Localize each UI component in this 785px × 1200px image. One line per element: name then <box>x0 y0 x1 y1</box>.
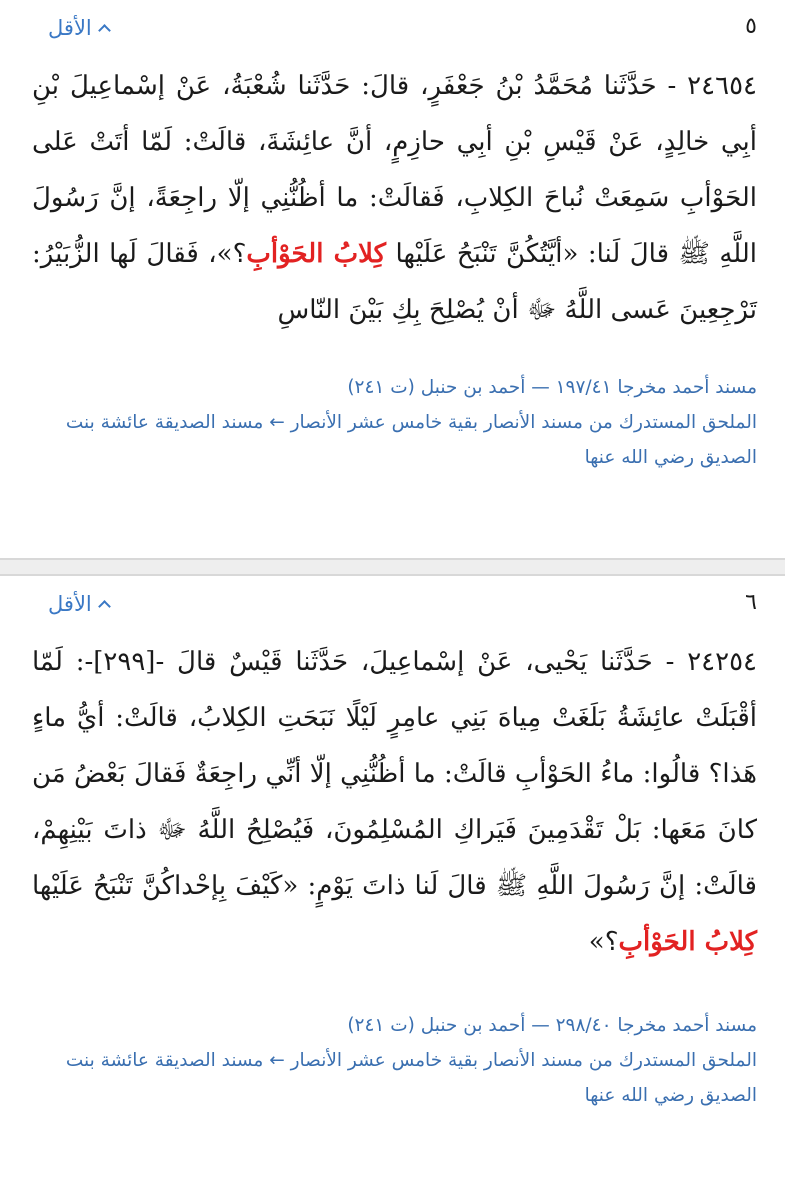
hadith-text-after: ؟»، فَقالَ لَها الزُّبَيْرُ: تَرْجِعِينَ عَسى اللَّهُ ﷻ أنْ يُصْلِحَ بِكِ بَيْنَ النّاسِ <box>32 239 757 325</box>
show-less-button[interactable] <box>48 592 109 616</box>
chevron-up-icon <box>98 600 111 613</box>
source-book-link[interactable]: مسند أحمد مخرجا ٢٩٨/٤٠ — أحمد بن حنبل (ت ٢٤١) <box>347 1015 757 1036</box>
result-number: ٦ <box>745 590 757 615</box>
hadith-highlight: كِلابُ الحَوْأبِ <box>618 927 757 957</box>
source-chapter-link[interactable]: الملحق المستدرك من مسند الأنصار بقية خامس عشر الأنصار ← مسند الصديقة عائشة بنت الصديق رضي الله عنها <box>65 412 757 468</box>
source-reference <box>32 1008 757 1113</box>
card-divider <box>0 558 785 560</box>
show-less-label: الأقل <box>48 592 92 616</box>
hadith-highlight: كِلابُ الحَوْأبِ <box>246 239 387 269</box>
result-number: ٥ <box>745 14 757 39</box>
hadith-text-before: ٢٤٢٥٤ - حَدَّثَنا يَحْيى، عَنْ إسْماعِيلَ، حَدَّثَنا قَيْسٌ قالَ -[٢٩٩]-: لَمّا أقْبَلَتْ عائِشَةُ بَلَغَتْ مِياهَ بَنِي عامِرٍ لَيْلًا نَبَحَتِ الكِلابُ، قالَتْ: أيُّ ماءٍ هَذا؟ قالُوا: ماءُ الحَوْأبِ قالَتْ: ما أظُنُّنِي إلّا أنِّي راجِعَةٌ فَقالَ بَعْضُ مَن كانَ مَعَها: بَلْ تَقْدَمِينَ فَيَراكِ المُسْلِمُونَ، فَيُصْلِحُ اللَّهُ ﷻ ذاتَ بَيْنِهِمْ، قالَتْ: إنَّ رَسُولَ اللَّهِ ﷺ قالَ لَنا ذاتَ يَوْمٍ: «كَيْفَ بِإحْداكُنَّ تَنْبَحُ عَلَيْها <box>32 647 758 901</box>
show-less-button[interactable] <box>48 16 109 40</box>
source-reference <box>32 370 757 475</box>
hadith-text <box>32 634 757 970</box>
hadith-text-after: ؟» <box>588 927 619 957</box>
card-header <box>32 576 757 634</box>
hadith-card-5 <box>0 0 785 558</box>
source-chapter-link[interactable]: الملحق المستدرك من مسند الأنصار بقية خامس عشر الأنصار ← مسند الصديقة عائشة بنت الصديق رضي الله عنها <box>65 1050 757 1106</box>
source-book-link[interactable]: مسند أحمد مخرجا ١٩٧/٤١ — أحمد بن حنبل (ت ٢٤١) <box>347 377 757 398</box>
hadith-card-6 <box>0 576 785 1200</box>
card-header <box>32 0 757 58</box>
chevron-up-icon <box>98 24 111 37</box>
hadith-text-before: ٢٤٦٥٤ - حَدَّثَنا مُحَمَّدُ بْنُ جَعْفَرٍ، قالَ: حَدَّثَنا شُعْبَةُ، عَنْ إسْماعِيلَ بْنِ أبِي خالِدٍ، عَنْ قَيْسِ بْنِ أبِي حازِمٍ، أنَّ عائِشَةَ، قالَتْ: لَمّا أتَتْ عَلى الحَوْأبِ سَمِعَتْ نُباحَ الكِلابِ، فَقالَتْ: ما أظُنُّنِي إلّا راجِعَةً، إنَّ رَسُولَ اللَّهِ ﷺ قالَ لَنا: «أيَّتُكُنَّ تَنْبَحُ عَلَيْها <box>32 71 758 269</box>
hadith-text <box>32 58 757 338</box>
show-less-label: الأقل <box>48 16 92 40</box>
